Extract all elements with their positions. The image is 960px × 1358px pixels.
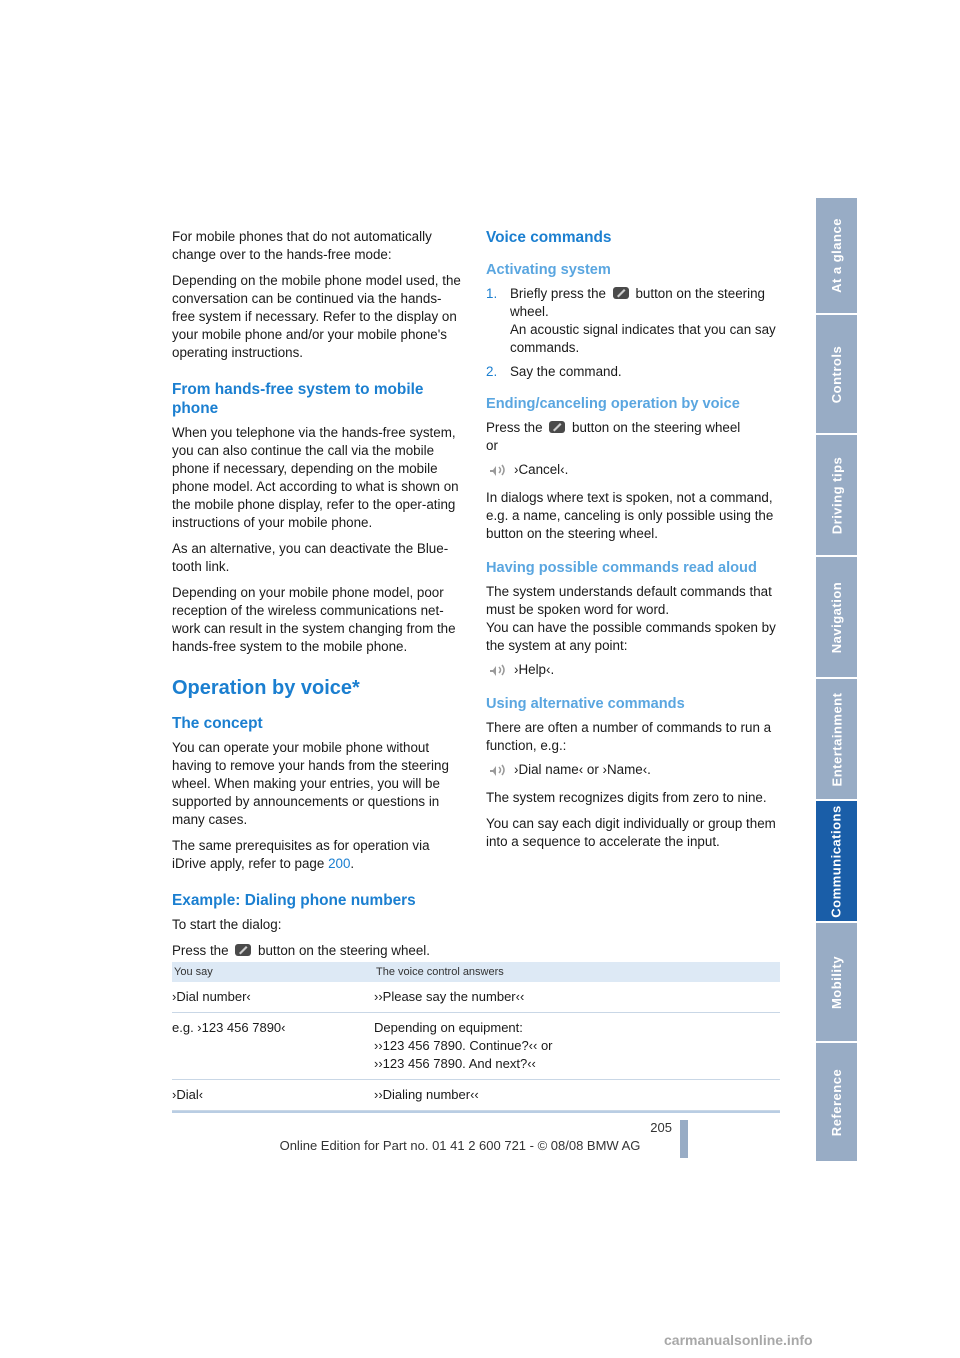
tab-at-a-glance[interactable]: At a glance — [816, 198, 857, 313]
paragraph: The system understands default commands that must be spoken word for word. You can have the possible commands spoken by the system at any point: — [486, 584, 776, 653]
section-heading: Voice commands — [486, 229, 612, 246]
footer-bar — [680, 1120, 688, 1158]
paragraph: Press the button on the steering wheel or — [486, 420, 741, 453]
step-list — [486, 285, 782, 381]
table-cell: ›Dial number‹ — [172, 989, 251, 1004]
voice-command-icon — [486, 661, 510, 679]
voice-command-cancel: ›Cancel‹. — [486, 461, 782, 479]
voice-command-icon — [486, 461, 510, 479]
subsection-heading: Ending/canceling operation by voice — [486, 396, 740, 412]
table-row — [172, 982, 780, 1013]
tab-reference[interactable]: Reference — [816, 1043, 857, 1161]
chapter-heading: Operation by voice* — [172, 677, 360, 699]
tab-navigation[interactable]: Navigation — [816, 557, 857, 677]
paragraph: You can say each digit individually or group them into a sequence to accelerate the input. — [486, 816, 776, 849]
voice-dialog-table — [172, 962, 780, 1113]
table-row — [172, 1013, 780, 1080]
list-item: 2. Say the command. — [486, 364, 622, 379]
paragraph-text: The same prerequisites as for operation via iDrive apply, refer to page — [172, 838, 430, 871]
voice-button-icon — [548, 419, 566, 435]
table-cell: Depending on equipment: ››123 456 7890. Continue?‹‹ or ››123 456 7890. And next?‹‹ — [374, 1020, 553, 1071]
column-header: You say — [174, 966, 213, 978]
paragraph: The same prerequisites as for operation via iDrive apply, refer to page 200. — [172, 838, 430, 871]
paragraph: Depending on the mobile phone model used, the conversation can be continued via the hands-free system if necessary. Refer to the display on your mobile phone and/or your mobile phone's operating instructions. — [172, 273, 461, 360]
watermark: carmanualsonline.info — [664, 1332, 813, 1348]
subsection-heading: Activating system — [486, 262, 611, 278]
table-cell: ››Please say the number‹‹ — [374, 989, 525, 1004]
table-header — [172, 962, 780, 982]
paragraph: For mobile phones that do not automatically change over to the hands-free mode: — [172, 229, 432, 262]
edition-footer: Online Edition for Part no. 01 41 2 600 721 - © 08/08 BMW AG — [279, 1138, 641, 1153]
page-number: 205 — [650, 1120, 672, 1135]
paragraph: To start the dialog: — [172, 917, 282, 932]
column-header: The voice control answers — [376, 966, 504, 978]
paragraph: The system recognizes digits from zero to nine. — [486, 790, 767, 805]
voice-command-dial: ›Dial name‹ or ›Name‹. — [486, 761, 782, 779]
tab-controls[interactable]: Controls — [816, 315, 857, 433]
tab-communications[interactable]: Communications — [816, 801, 857, 921]
table-cell: e.g. ›123 456 7890‹ — [172, 1020, 286, 1035]
section-heading: From hands-free system to mobile phone — [172, 381, 424, 417]
left-column — [172, 228, 464, 968]
section-heading: Example: Dialing phone numbers — [172, 892, 416, 909]
paragraph: As an alternative, you can deactivate the Blue-tooth link. — [172, 541, 449, 574]
subsection-heading: Using alternative commands — [486, 696, 685, 712]
paragraph: When you telephone via the hands-free system, you can also continue the call via the mobile phone if necessary, depending on the mobile phone model. Act according to what is shown on the mobile phone display, refer to the oper-ating instructions of your mobile phone. — [172, 425, 459, 530]
paragraph: Depending on your mobile phone model, poor reception of the wireless communications net-work can result in the system changing from the hands-free system to the mobile phone. — [172, 585, 456, 654]
section-heading: The concept — [172, 715, 263, 732]
page-reference-link[interactable]: 200 — [328, 856, 351, 871]
table-cell: ››Dialing number‹‹ — [374, 1087, 479, 1102]
tab-entertainment[interactable]: Entertainment — [816, 679, 857, 799]
list-item: 1. Briefly press the button on the steering wheel. An acoustic signal indicates that you can say commands. — [486, 286, 776, 355]
paragraph: There are often a number of commands to run a function, e.g.: — [486, 720, 772, 753]
paragraph: Press the button on the steering wheel. — [172, 943, 430, 958]
tab-driving-tips[interactable]: Driving tips — [816, 435, 857, 555]
voice-command-icon — [486, 761, 510, 779]
paragraph: You can operate your mobile phone without having to remove your hands from the steering wheel. When making your entries, you will be supported by announcements or questions in many cases. — [172, 740, 449, 827]
table-cell: ›Dial‹ — [172, 1087, 204, 1102]
chapter-tabs — [816, 198, 857, 1163]
voice-button-icon — [234, 942, 252, 958]
voice-button-icon — [612, 285, 630, 301]
paragraph: In dialogs where text is spoken, not a command, e.g. a name, canceling is only possible using the button on the steering wheel. — [486, 490, 774, 541]
voice-command-help: ›Help‹. — [486, 661, 782, 679]
right-column — [486, 228, 782, 859]
tab-mobility[interactable]: Mobility — [816, 923, 857, 1041]
subsection-heading: Having possible commands read aloud — [486, 560, 757, 576]
table-row — [172, 1080, 780, 1111]
